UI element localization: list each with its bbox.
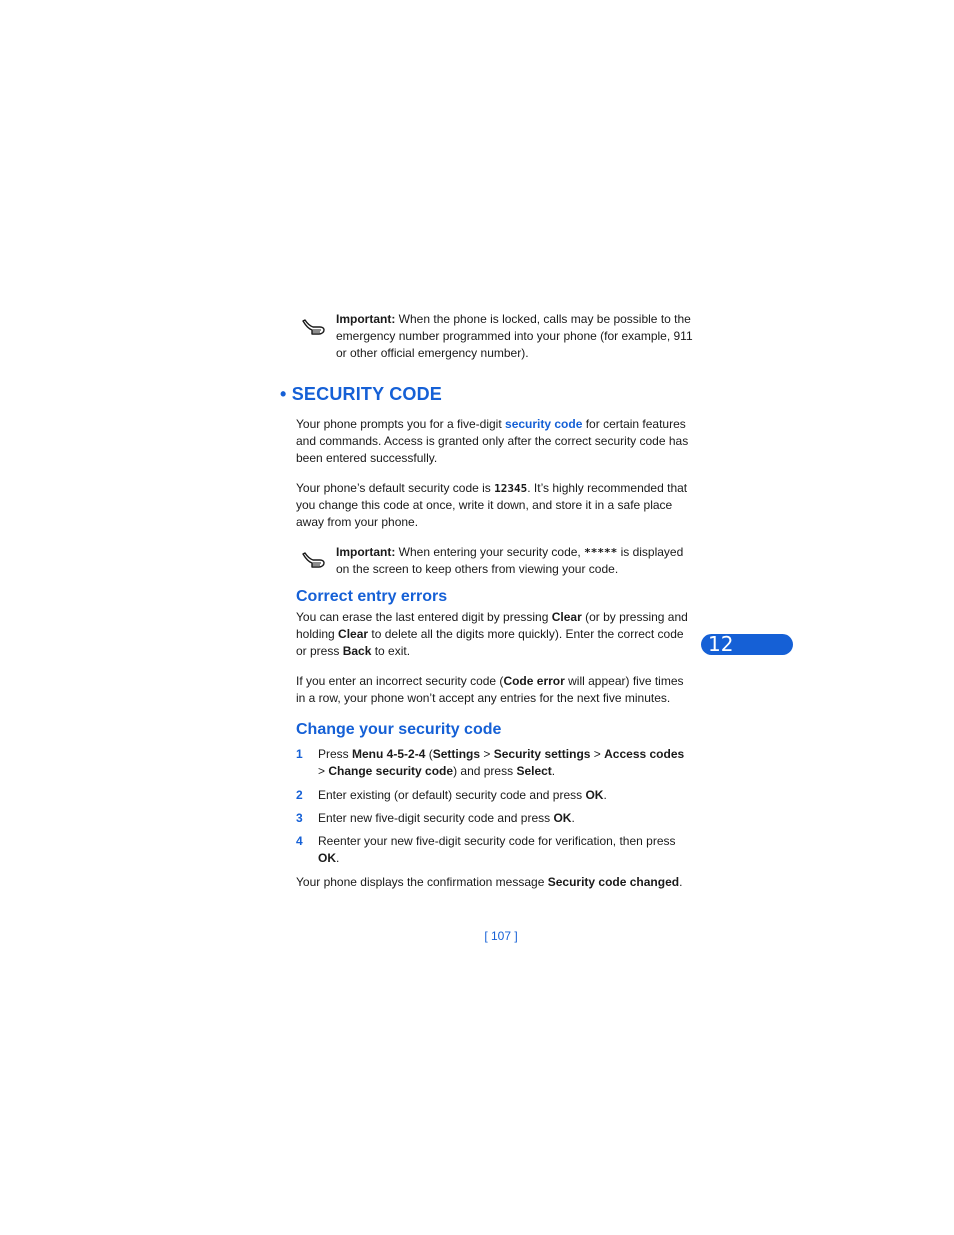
step-text [318,833,694,867]
step-number: 1 [296,747,303,761]
intro-text-1: Your phone prompts you for a five-digit [296,417,506,431]
default-code-paragraph [296,480,696,531]
note-text: When the phone is locked, calls may be possible to the emergency number programmed into your phone (for example, 911 or other official emergency number). [336,312,693,360]
important-note-locked [336,311,696,362]
menu-security-settings: Security settings [493,747,591,761]
step-number: 2 [296,788,303,802]
section-title: SECURITY CODE [291,384,443,404]
note-text-2: is displayed on the screen to keep others from viewing your code. [336,545,684,576]
note-label: Important: [336,545,396,559]
confirmation-paragraph [296,874,696,891]
text: Enter new five-digit security code and press [318,811,554,825]
text: > [480,747,494,761]
page-number: [ 107 ] [484,929,518,943]
step-number: 3 [296,811,303,825]
default-code-text-2: . It’s highly recommended that you change this code at once, write it down, and store it in a safe place away from your phone. [296,481,688,529]
note-label: Important: [336,312,396,326]
incorrect-code-paragraph [296,673,696,707]
confirmation-message: Security code changed [547,875,680,889]
text: Your phone displays the confirmation message [296,875,548,889]
text: . [679,875,683,889]
menu-change-security-code: Change security code [328,764,454,778]
important-note-masked [336,544,696,578]
text: . [336,851,340,865]
text: > [318,764,329,778]
text: to delete all the digits more quickly). Enter the correct code or press [296,627,684,658]
text: You can erase the last entered digit by pressing [296,610,552,624]
ok-key-label: OK [585,788,604,802]
note-text-1: When entering your security code, [398,545,585,559]
text: ( [425,747,433,761]
chapter-tab [701,634,793,655]
step-number: 4 [296,834,303,848]
masked-code: ***** [584,546,618,559]
step-text [318,810,694,827]
menu-access-codes: Access codes [604,747,685,761]
correct-entry-errors-heading: Correct entry errors [296,588,448,605]
text: . [571,811,575,825]
correct-errors-paragraph [296,609,696,660]
text: ) and press [453,764,517,778]
intro-text-2: for certain features and commands. Access is granted only after the correct security code has been entered successfully. [296,417,689,465]
text: (or by pressing and holding [296,610,688,641]
step-4 [296,833,696,867]
text: If you enter an incorrect security code ( [296,674,504,688]
section-bullet: • [280,384,287,404]
hand-pointer-icon [301,551,327,571]
text: . [551,764,556,778]
ok-key-label: OK [553,811,572,825]
text: Enter existing (or default) security code and press [318,788,586,802]
code-error-message: Code error [503,674,565,688]
text: > [590,747,605,761]
menu-settings: Settings [432,747,481,761]
menu-path: Menu 4-5-2-4 [352,747,426,761]
step-2 [296,787,696,804]
back-key-label: Back [342,644,372,658]
clear-key-label: Clear [551,610,582,624]
security-code-link[interactable]: security code [505,417,583,431]
change-security-code-heading: Change your security code [296,721,502,738]
step-text [318,787,694,804]
text: will appear) five times in a row, your phone won’t accept any entries for the next five minutes. [296,674,684,705]
step-text [318,746,694,780]
section-heading [280,383,442,405]
select-key-label: Select [516,764,552,778]
clear-key-label: Clear [338,627,369,641]
text: . [603,788,607,802]
step-3 [296,810,696,827]
step-1 [296,746,696,780]
text: Reenter your new five-digit security code for verification, then press [318,834,676,848]
hand-pointer-icon [301,318,327,338]
chapter-number: 12 [708,632,734,656]
intro-paragraph [296,416,696,467]
default-code-text-1: Your phone’s default security code is [296,481,495,495]
text: Press [318,747,353,761]
default-code-value: 12345 [494,482,528,495]
text: to exit. [371,644,411,658]
ok-key-label: OK [318,851,336,865]
